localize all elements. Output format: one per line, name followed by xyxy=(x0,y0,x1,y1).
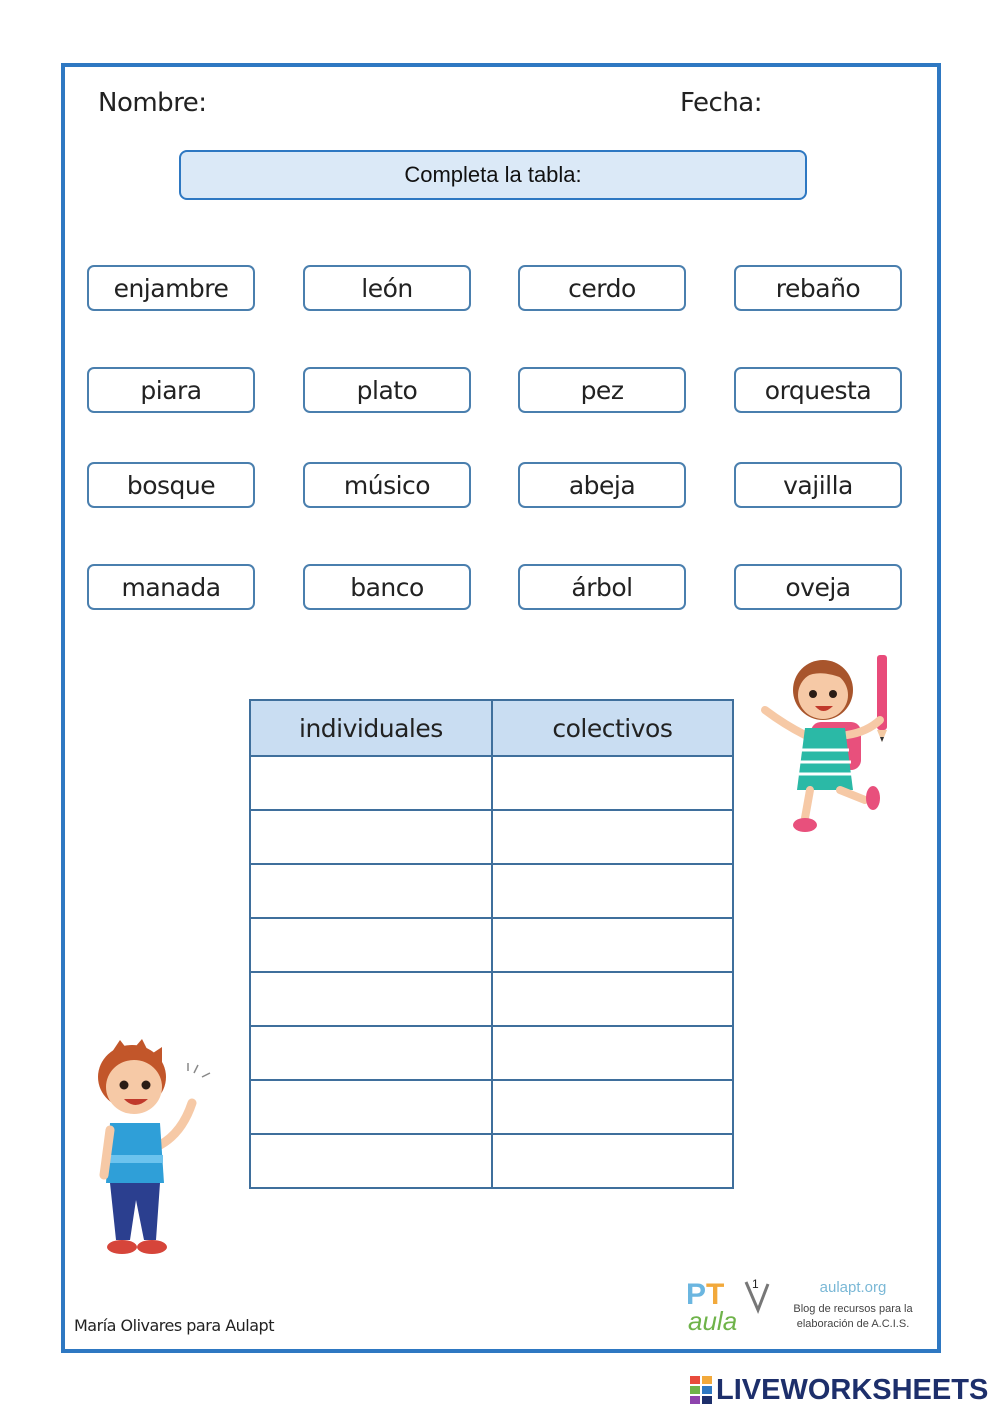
table-row xyxy=(250,810,733,864)
table-row xyxy=(250,1134,733,1188)
word-box[interactable]: rebaño xyxy=(734,265,902,311)
drop-cell[interactable] xyxy=(250,756,492,810)
liveworksheets-brand xyxy=(690,1372,988,1408)
blog-description xyxy=(783,1302,923,1332)
word-box[interactable]: león xyxy=(303,265,471,311)
drop-cell[interactable] xyxy=(492,810,733,864)
word-box[interactable]: manada xyxy=(87,564,255,610)
liveworksheets-logo-icon xyxy=(690,1376,712,1404)
drop-cell[interactable] xyxy=(250,918,492,972)
blog-url: aulapt.org xyxy=(819,1279,887,1296)
author-credit: María Olivares para Aulapt xyxy=(74,1316,274,1335)
drop-cell[interactable] xyxy=(250,972,492,1026)
drop-cell[interactable] xyxy=(492,1134,733,1188)
word-box[interactable]: cerdo xyxy=(518,265,686,311)
svg-text:P: P xyxy=(686,1278,707,1311)
table-row xyxy=(250,1080,733,1134)
drop-cell[interactable] xyxy=(250,1134,492,1188)
table-header-individuales: individuales xyxy=(250,700,492,756)
blog-desc-line: Blog de recursos para la xyxy=(793,1303,913,1315)
table-row xyxy=(250,1026,733,1080)
word-box[interactable]: piara xyxy=(87,367,255,413)
word-box[interactable]: orquesta xyxy=(734,367,902,413)
word-box[interactable]: músico xyxy=(303,462,471,508)
drop-cell[interactable] xyxy=(492,864,733,918)
classification-table xyxy=(249,699,734,1189)
drop-cell[interactable] xyxy=(492,756,733,810)
word-box[interactable]: bosque xyxy=(87,462,255,508)
instruction-banner: Completa la tabla: xyxy=(179,150,807,200)
svg-text:aula: aula xyxy=(688,1306,738,1336)
girl-illustration xyxy=(755,650,900,840)
name-label: Nombre: xyxy=(98,88,207,118)
svg-text:1: 1 xyxy=(752,1277,759,1291)
drop-cell[interactable] xyxy=(250,810,492,864)
table-row xyxy=(250,864,733,918)
word-box[interactable]: plato xyxy=(303,367,471,413)
drop-cell[interactable] xyxy=(250,1026,492,1080)
word-box[interactable]: abeja xyxy=(518,462,686,508)
word-box[interactable]: vajilla xyxy=(734,462,902,508)
drop-cell[interactable] xyxy=(492,918,733,972)
drop-cell[interactable] xyxy=(250,1080,492,1134)
table-row xyxy=(250,756,733,810)
table-row xyxy=(250,918,733,972)
date-label: Fecha: xyxy=(680,88,762,118)
svg-text:T: T xyxy=(706,1278,725,1311)
drop-cell[interactable] xyxy=(492,1026,733,1080)
liveworksheets-wordmark: LIVEWORKSHEETS xyxy=(716,1373,989,1406)
word-box[interactable]: enjambre xyxy=(87,265,255,311)
drop-cell[interactable] xyxy=(250,864,492,918)
boy-illustration xyxy=(90,1035,215,1260)
drop-cell[interactable] xyxy=(492,1080,733,1134)
blog-desc-line: elaboración de A.C.I.S. xyxy=(796,1318,910,1330)
ptaula-logo xyxy=(684,1274,774,1336)
word-box[interactable]: banco xyxy=(303,564,471,610)
drop-cell[interactable] xyxy=(492,972,733,1026)
word-box[interactable]: pez xyxy=(518,367,686,413)
table-header-colectivos: colectivos xyxy=(492,700,733,756)
word-box[interactable]: oveja xyxy=(734,564,902,610)
table-row xyxy=(250,972,733,1026)
word-box[interactable]: árbol xyxy=(518,564,686,610)
